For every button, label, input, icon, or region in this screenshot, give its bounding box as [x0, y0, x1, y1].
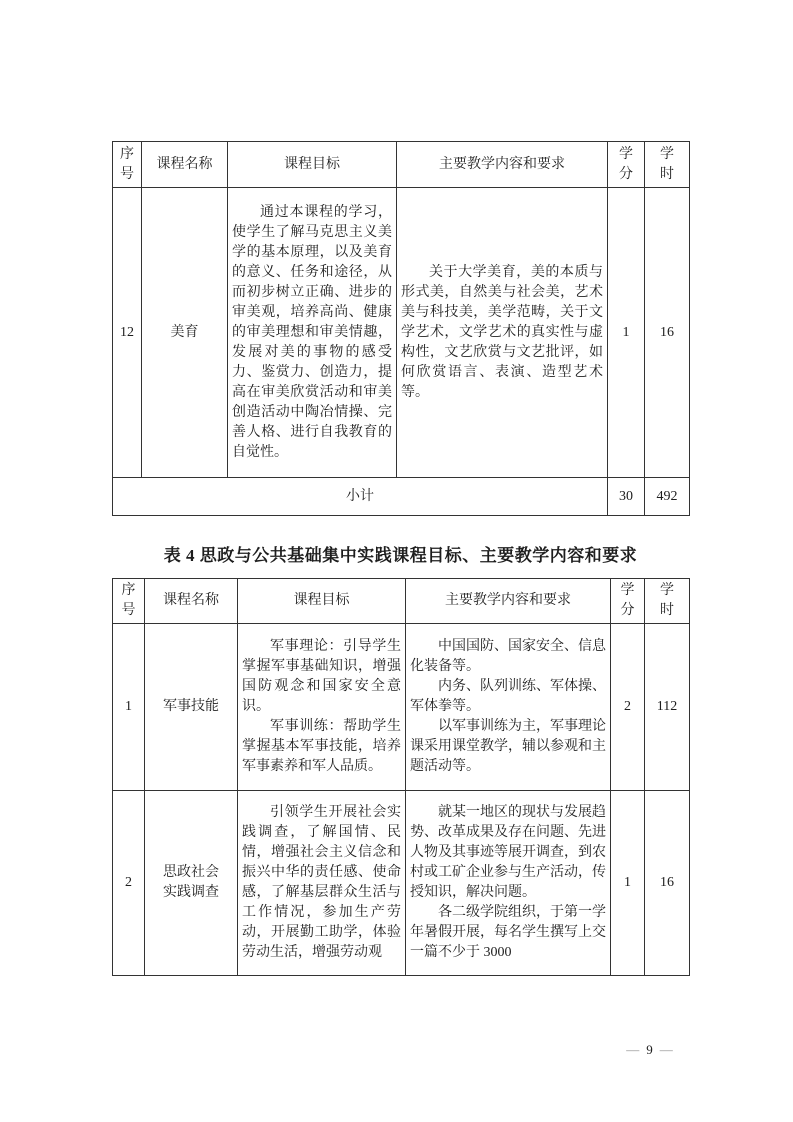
content-paragraph: 各二级学院组织，于第一学年暑假开展，每名学生撰写上交一篇不少于 3000 [410, 905, 606, 960]
table2-header-content: 主要教学内容和要求 [406, 579, 611, 624]
objective-paragraph: 军事理论：引导学生掌握军事基础知识，增强国防观念和国家安全意识。 [242, 639, 401, 714]
content-paragraph: 中国国防、国家安全、信息化装备等。 [410, 639, 606, 674]
table2-header-credits [611, 579, 645, 624]
content-paragraph: 内务、队列训练、军体操、军体拳等。 [410, 679, 606, 714]
table1-header-row [113, 142, 690, 188]
table1-header-name: 课程名称 [142, 142, 228, 188]
table2-header-no: 序号 [113, 579, 145, 624]
cell-hours: 16 [645, 188, 690, 478]
table2-header-objective: 课程目标 [238, 579, 406, 624]
table2-header-row [113, 579, 690, 624]
cell-course-content [406, 624, 611, 791]
objective-paragraph: 军事训练：帮助学生掌握基本军事技能，培养军事素养和军人品质。 [242, 719, 401, 774]
cell-course-content [406, 791, 611, 976]
table1-row-12 [113, 188, 690, 478]
cell-credits: 1 [611, 791, 645, 976]
table2-header-hours [645, 579, 690, 624]
page-footer [600, 1042, 700, 1058]
cell-credits: 2 [611, 624, 645, 791]
table2-header-credits-label: 学分 [620, 583, 635, 618]
cell-row-no: 1 [113, 624, 145, 791]
table1-header-credits-label: 学分 [618, 146, 633, 182]
cell-course-content [397, 188, 608, 478]
table1-subtotal-row [113, 478, 690, 516]
subtotal-hours: 492 [645, 478, 690, 516]
table1-header-credits [608, 142, 645, 188]
page-number: 9 [646, 1042, 654, 1057]
cell-course-name: 军事技能 [145, 624, 238, 791]
objective-paragraph: 引领学生开展社会实践调查，了解国情、民情，增强社会主义信念和振兴中华的责任感、使命感，了解基层群众生活与工作情况，参加生产劳动，开展勤工助学，体验劳动生活，增强劳动观 [242, 805, 401, 960]
cell-course-name: 美育 [142, 188, 228, 478]
cell-course-name [145, 791, 238, 976]
table2-row-2 [113, 791, 690, 976]
course-name-label: 思政社会实践调查 [162, 865, 219, 900]
cell-hours: 16 [645, 791, 690, 976]
cell-course-objective [238, 791, 406, 976]
table4-title: 表 4 思政与公共基础集中实践课程目标、主要教学内容和要求 [163, 546, 638, 565]
footer-dash-left: — [626, 1042, 641, 1057]
table1-header-hours-label: 学时 [659, 146, 674, 182]
table1-header-hours [645, 142, 690, 188]
subtotal-credits: 30 [608, 478, 645, 516]
cell-row-no: 12 [113, 188, 142, 478]
cell-hours: 112 [645, 624, 690, 791]
table1-header-content: 主要教学内容和要求 [397, 142, 608, 188]
objective-paragraph: 通过本课程的学习，使学生了解马克思主义美学的基本原理，以及美育的意义、任务和途径，从而初步树立正确、进步的审美观，培养高尚、健康的审美理想和审美情趣，发展对美的事物的感受力、鉴赏力、创造力，提高在审美欣赏活动和审美创造活动中陶冶情操、完善人格、进行自我教育的自觉性。 [232, 204, 392, 460]
table1-header-no-label: 序号 [119, 146, 134, 182]
table1-header-objective: 课程目标 [228, 142, 397, 188]
content-paragraph: 关于大学美育，美的本质与形式美，自然美与社会美，艺术美与科技美，美学范畴，关于文学艺术，文学艺术的真实性与虚构性，文艺欣赏与文艺批评，如何欣赏语言、表演、造型艺术等。 [401, 264, 603, 400]
table-general-courses [112, 141, 690, 516]
table2-row-1 [113, 624, 690, 791]
table2-header-hours-label: 学时 [659, 583, 674, 618]
table1-header-no [113, 142, 142, 188]
table2-header-name: 课程名称 [145, 579, 238, 624]
cell-course-objective [238, 624, 406, 791]
cell-row-no: 2 [113, 791, 145, 976]
content-paragraph: 以军事训练为主，军事理论课采用课堂教学，辅以参观和主题活动等。 [410, 719, 606, 774]
cell-course-objective [228, 188, 397, 478]
footer-dash-right: — [659, 1042, 674, 1057]
table-practice-courses [112, 578, 690, 976]
content-paragraph: 就某一地区的现状与发展趋势、改革成果及存在问题、先进人物及其事迹等展开调查，到农村或工矿企业参与生产活动，传授知识，解决问题。 [410, 805, 606, 900]
cell-credits: 1 [608, 188, 645, 478]
subtotal-label: 小计 [113, 478, 608, 516]
